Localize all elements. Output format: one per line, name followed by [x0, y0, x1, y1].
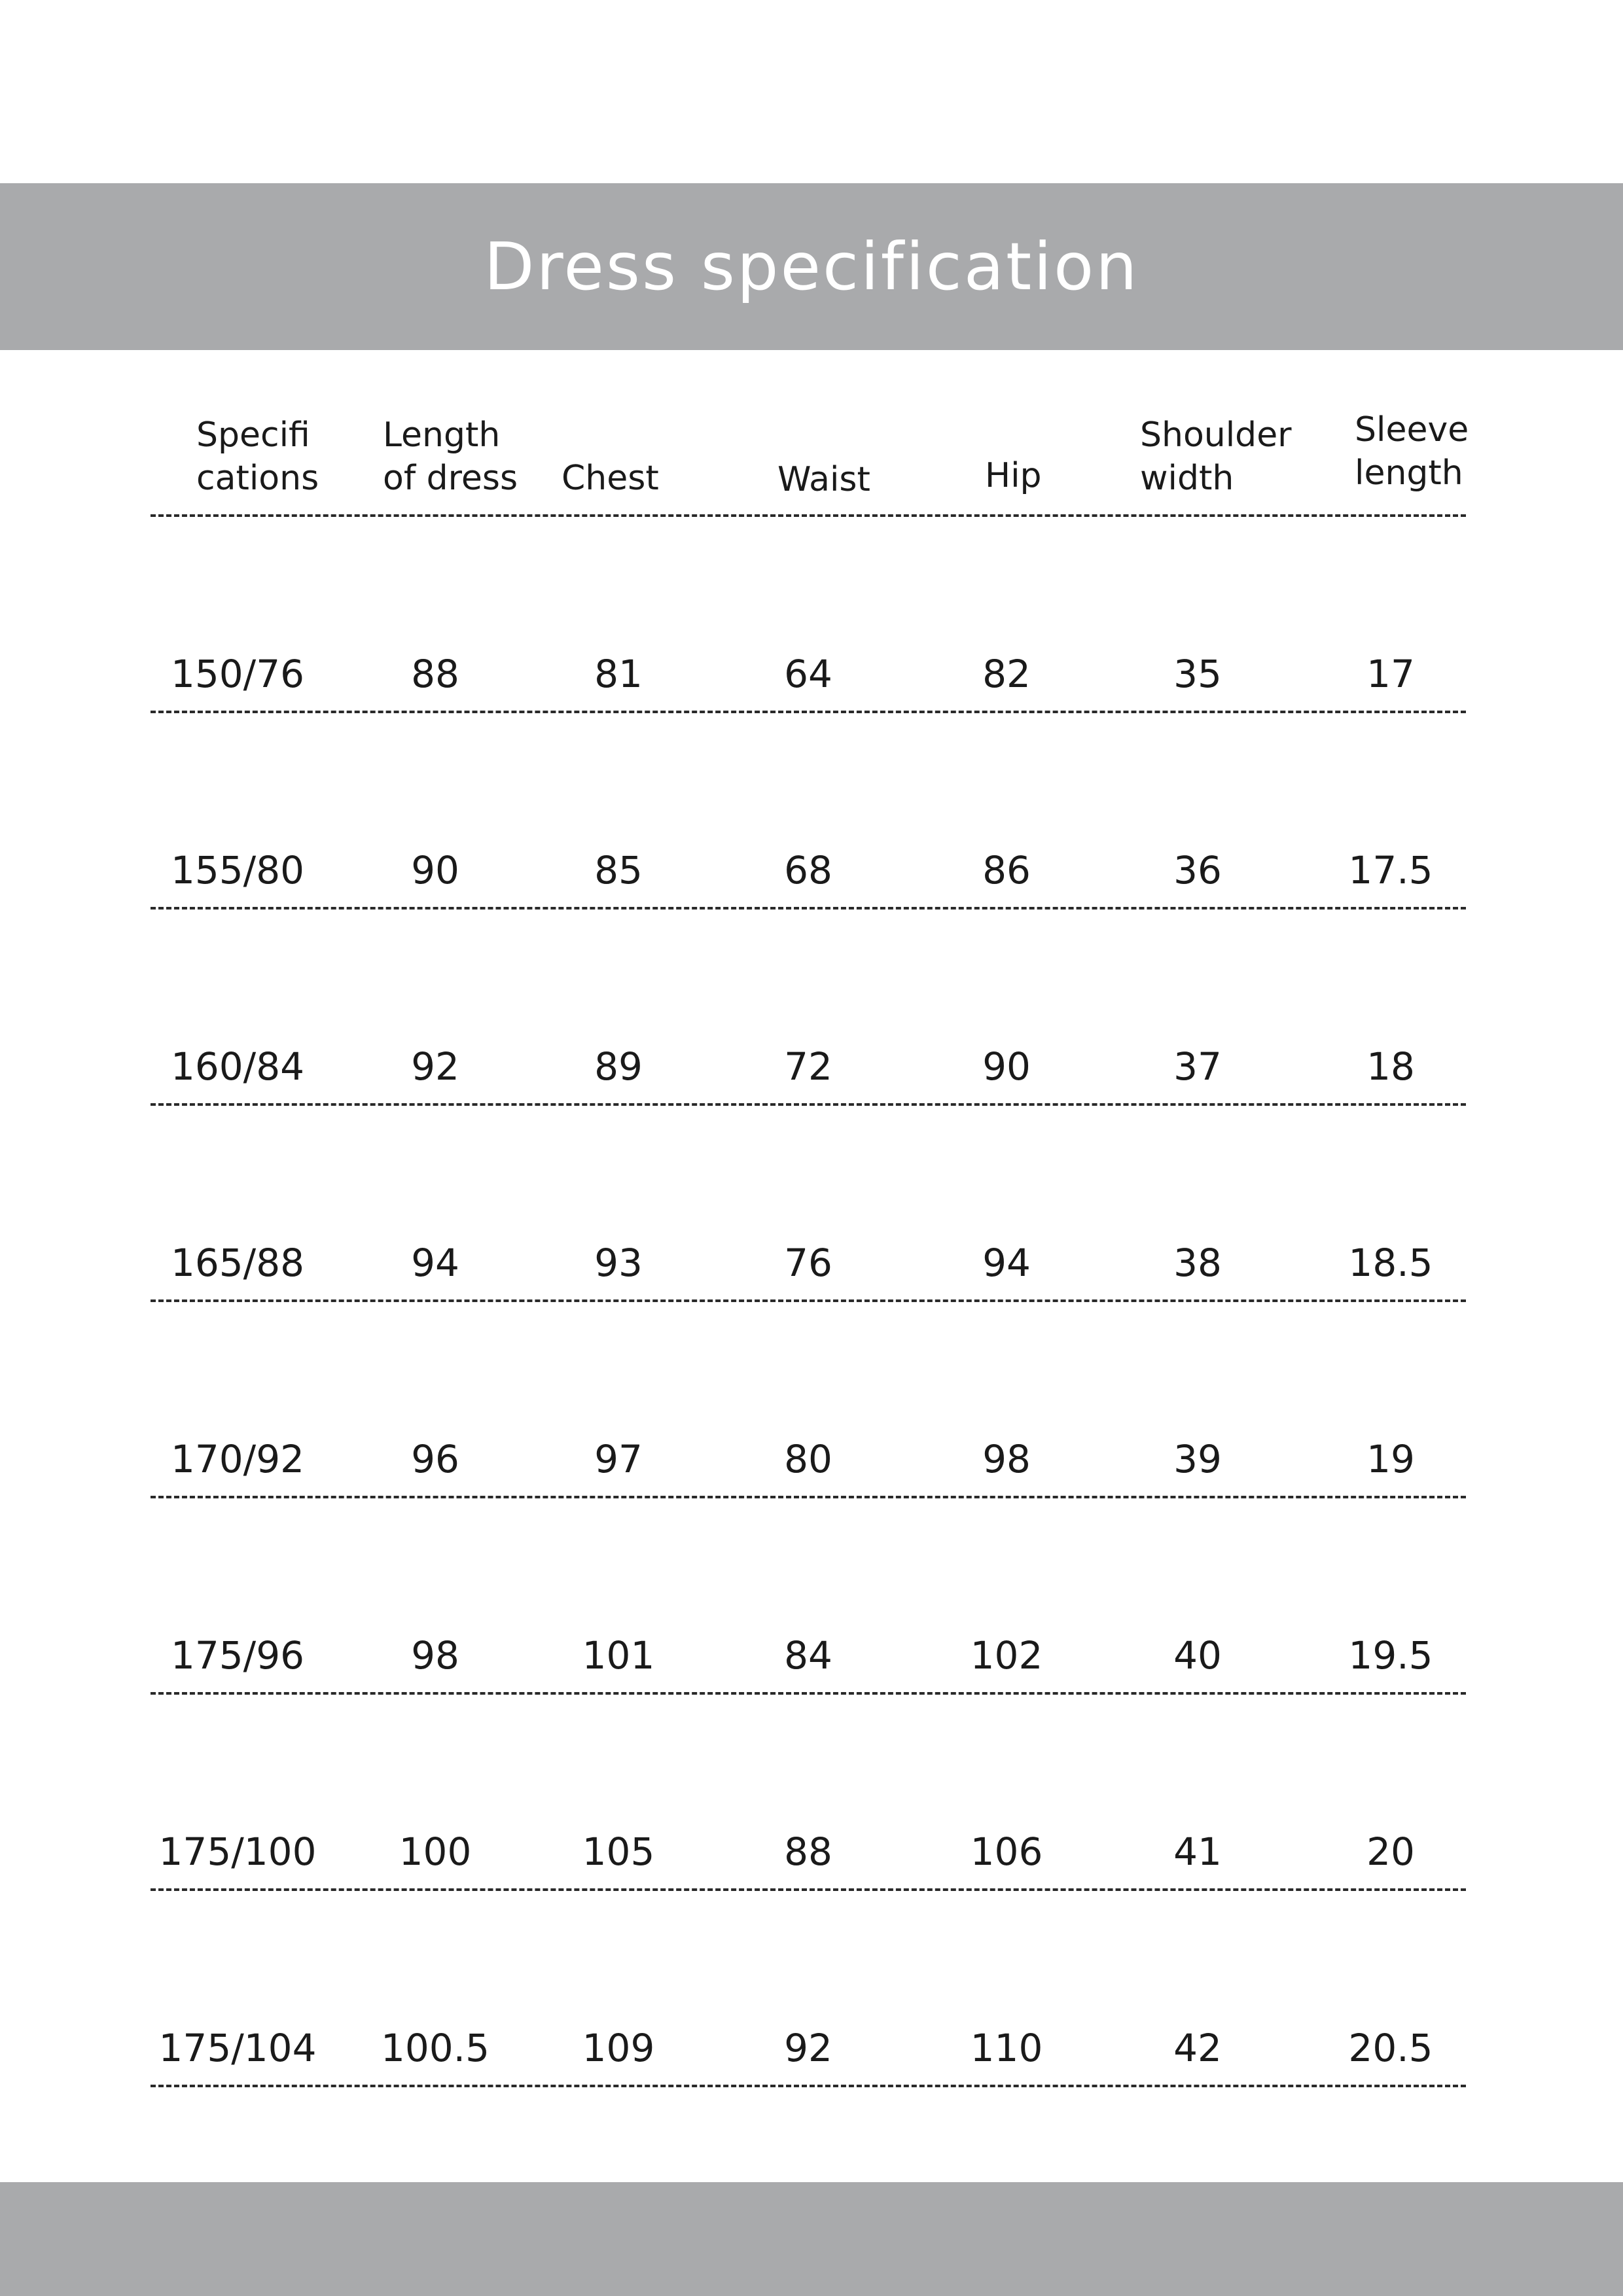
cell-chest: 93 [594, 1241, 643, 1286]
cell-waist: 76 [784, 1241, 832, 1286]
cell-hip: 82 [982, 652, 1031, 697]
header-specifications: Specifi cations [196, 415, 319, 498]
cell-chest: 109 [582, 2026, 655, 2071]
table-row [151, 713, 1466, 910]
cell-waist: 92 [784, 2026, 832, 2071]
cell-sleeve: 20.5 [1348, 2026, 1433, 2071]
table-row [151, 517, 1466, 713]
cell-specification: 175/96 [170, 1633, 305, 1678]
cell-length: 90 [411, 848, 459, 893]
table-row [151, 1695, 1466, 1891]
cell-waist: 88 [784, 1829, 832, 1875]
cell-hip: 86 [982, 848, 1031, 893]
header-length-of-dress: Length of dress [383, 415, 518, 498]
cell-specification: 155/80 [170, 848, 305, 893]
cell-waist: 64 [784, 652, 832, 697]
cell-hip: 94 [982, 1241, 1031, 1286]
table-header-row [151, 406, 1469, 517]
title-banner [0, 183, 1623, 350]
table-row [151, 1302, 1466, 1498]
cell-specification: 175/104 [158, 2026, 317, 2071]
table-row [151, 1106, 1466, 1302]
header-waist: Waist [777, 459, 870, 499]
table-row [151, 1891, 1466, 2087]
table-row [151, 1498, 1466, 1695]
cell-sleeve: 20 [1366, 1829, 1415, 1875]
cell-chest: 85 [594, 848, 643, 893]
cell-chest: 89 [594, 1044, 643, 1089]
cell-waist: 68 [784, 848, 832, 893]
cell-sleeve: 18 [1366, 1044, 1415, 1089]
cell-specification: 175/100 [158, 1829, 317, 1875]
cell-specification: 160/84 [170, 1044, 305, 1089]
cell-length: 100.5 [380, 2026, 490, 2071]
header-shoulder-width: Shoulder width [1140, 415, 1292, 498]
cell-shoulder: 35 [1173, 652, 1222, 697]
cell-specification: 165/88 [170, 1241, 305, 1286]
cell-shoulder: 40 [1173, 1633, 1222, 1678]
cell-shoulder: 41 [1173, 1829, 1222, 1875]
cell-length: 92 [411, 1044, 459, 1089]
cell-shoulder: 36 [1173, 848, 1222, 893]
header-sleeve-length: Sleeve length [1355, 410, 1469, 493]
cell-waist: 80 [784, 1437, 832, 1482]
cell-shoulder: 42 [1173, 2026, 1222, 2071]
cell-hip: 102 [970, 1633, 1043, 1678]
cell-sleeve: 19.5 [1348, 1633, 1433, 1678]
cell-sleeve: 19 [1366, 1437, 1415, 1482]
cell-hip: 90 [982, 1044, 1031, 1089]
cell-shoulder: 38 [1173, 1241, 1222, 1286]
cell-shoulder: 39 [1173, 1437, 1222, 1482]
cell-sleeve: 17.5 [1348, 848, 1433, 893]
cell-specification: 170/92 [170, 1437, 305, 1482]
cell-specification: 150/76 [170, 652, 305, 697]
cell-length: 96 [411, 1437, 459, 1482]
cell-sleeve: 18.5 [1348, 1241, 1433, 1286]
spec-table [151, 406, 1469, 2087]
cell-hip: 110 [970, 2026, 1043, 2071]
cell-length: 100 [399, 1829, 472, 1875]
footer-band [0, 2182, 1623, 2296]
cell-chest: 81 [594, 652, 643, 697]
cell-shoulder: 37 [1173, 1044, 1222, 1089]
cell-length: 88 [411, 652, 459, 697]
cell-hip: 98 [982, 1437, 1031, 1482]
cell-chest: 105 [582, 1829, 655, 1875]
cell-waist: 72 [784, 1044, 832, 1089]
header-chest: Chest [562, 458, 659, 498]
cell-sleeve: 17 [1366, 652, 1415, 697]
cell-chest: 97 [594, 1437, 643, 1482]
cell-hip: 106 [970, 1829, 1043, 1875]
cell-length: 94 [411, 1241, 459, 1286]
header-hip: Hip [985, 455, 1042, 495]
page-title: Dress specification [484, 228, 1139, 305]
cell-waist: 84 [784, 1633, 832, 1678]
cell-length: 98 [411, 1633, 459, 1678]
table-row [151, 910, 1466, 1106]
cell-chest: 101 [582, 1633, 655, 1678]
